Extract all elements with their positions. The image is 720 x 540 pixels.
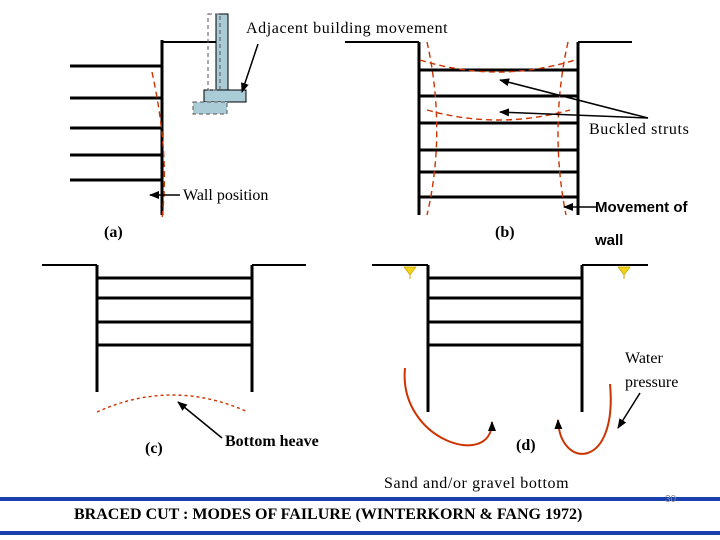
water-table-markers [404,267,630,275]
panel-b-struts [419,70,578,197]
movement-of-label: Movement of [595,199,688,216]
slide-number: 30 [665,494,677,505]
buckled-struts-label: Buckled struts [589,121,690,138]
panel-d [372,265,648,454]
water-label: Water [625,350,663,367]
panel-d-label: (d) [516,437,536,454]
displaced-building-footing [193,102,227,114]
panel-b-label: (b) [495,224,515,241]
panel-b-deformed-right-wall [558,42,568,215]
sand-bottom-label: Sand and/or gravel bottom [384,475,570,492]
bottom-heave-arrow [178,402,222,438]
pressure-label: pressure [625,374,679,391]
panel-d-struts [428,278,582,345]
panel-a-label: (a) [104,224,123,241]
wall-label: wall [595,232,624,249]
panel-c-label: (c) [145,440,163,457]
water-table-marker [404,267,416,275]
adjacent-building-footing [204,90,246,102]
wall-position-label: Wall position [183,187,269,204]
adjacent-movement-arrow [242,44,258,92]
buckled-strut [427,110,570,120]
panel-c [42,265,306,438]
adjacent-building-column [216,14,228,90]
water-pressure-arrow [618,393,640,428]
footer-bar [0,497,720,535]
panel-c-struts [97,278,252,345]
panel-a-struts [70,66,162,180]
panel-b-deformed-left-wall [427,42,437,215]
adjacent-movement-label: Adjacent building movement [246,20,449,37]
footer-title: BRACED CUT : MODES OF FAILURE (WINTERKORN & FANG 1972) [74,506,583,523]
heave-curve [97,395,248,412]
water-table-marker [618,267,630,275]
bottom-heave-label: Bottom heave [225,433,319,450]
right-seepage-flow [558,384,611,454]
left-seepage-flow [405,368,492,445]
